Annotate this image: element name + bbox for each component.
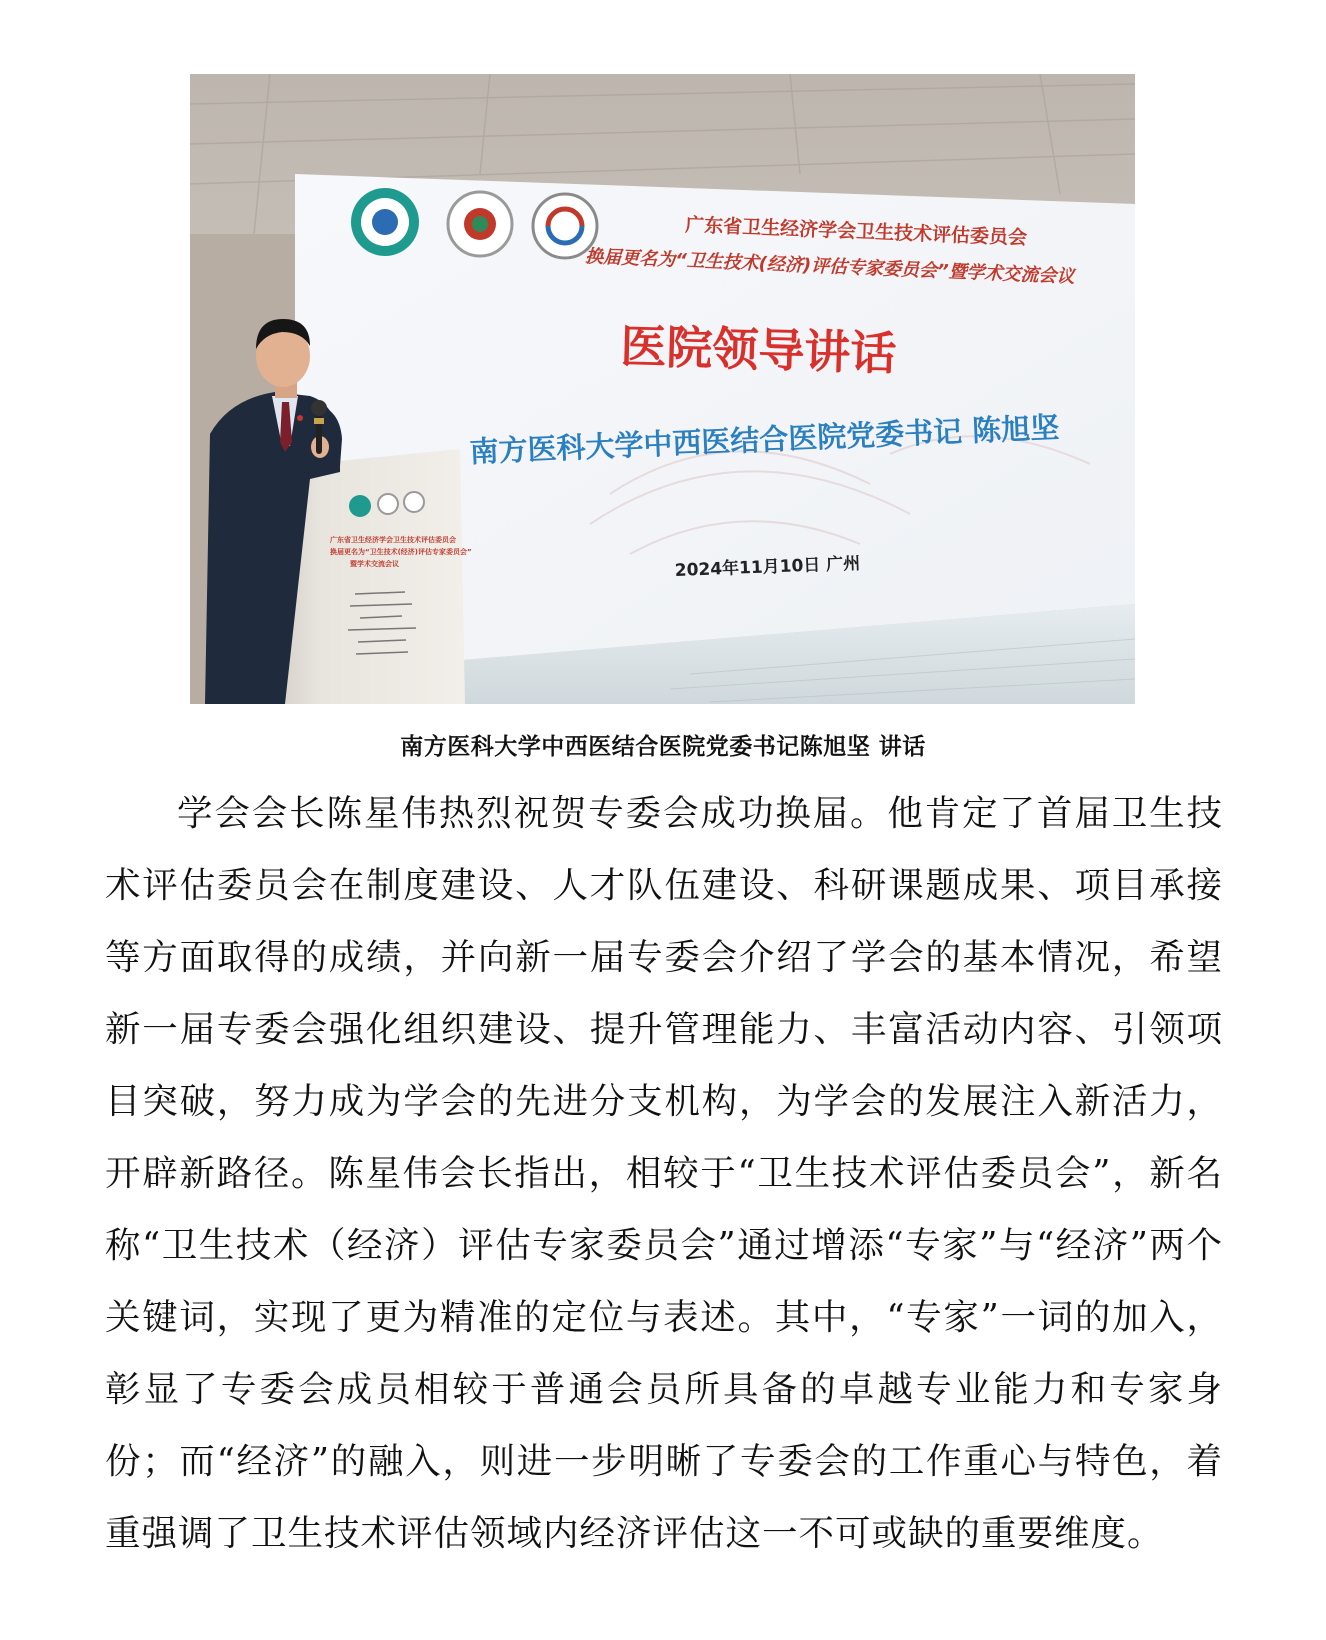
screen-title-line1: 广东省卫生经济学会卫生技术评估委员会 — [684, 214, 1028, 250]
screen-speaker: 南方医科大学中西医结合医院党委书记 陈旭坚 — [468, 410, 1060, 469]
screen-date: 2024年11月10日 广州 — [674, 553, 861, 581]
screen-heading: 医院领导讲话 — [619, 319, 898, 381]
event-photo — [190, 74, 1135, 704]
photo-caption: 南方医科大学中西医结合医院党委书记陈旭坚 讲话 — [400, 734, 926, 760]
screen-title-line2: 换届更名为“卫生技术(经济)评估专家委员会”暨学术交流会议 — [584, 246, 1075, 288]
screen-logos — [351, 188, 597, 258]
article-paragraph: 学会会长陈星伟热烈祝贺专委会成功换届。他肯定了首届卫生技术评估委员会在制度建设、人才队伍建设、科研课题成果、项目承接等方面取得的成绩，并向新一届专委会介绍了学会的基本情况，希望新一届专委会强化组织建设、提升管理能力、丰富活动内容、引领项目突破，努力成为学会的先进分支机构，为学会的发展注入新活力，开辟新路径。陈星伟会长指出，相较于“卫生技术评估委员会”，新名称“卫生技术（经济）评估专家委员会”通过增添“专家”与“经济”两个关键词，实现了更为精准的定位与表述。其中，“专家”一词的加入，彰显了专委会成员相较于普通会员所具备的卓越专业能力和专家身份；而“经济”的融入，则进一步明晰了专委会的工作重心与特色，着重强调了卫生技术评估领域内经济评估这一不可或缺的重要维度。 — [105, 793, 1223, 1554]
podium-text-line3: 暨学术交流会议 — [350, 560, 399, 568]
podium-text-line1: 广东省卫生经济学会卫生技术评估委员会 — [330, 536, 456, 544]
podium-text-line2: 换届更名为“卫生技术(经济)评估专家委员会” — [330, 548, 472, 556]
